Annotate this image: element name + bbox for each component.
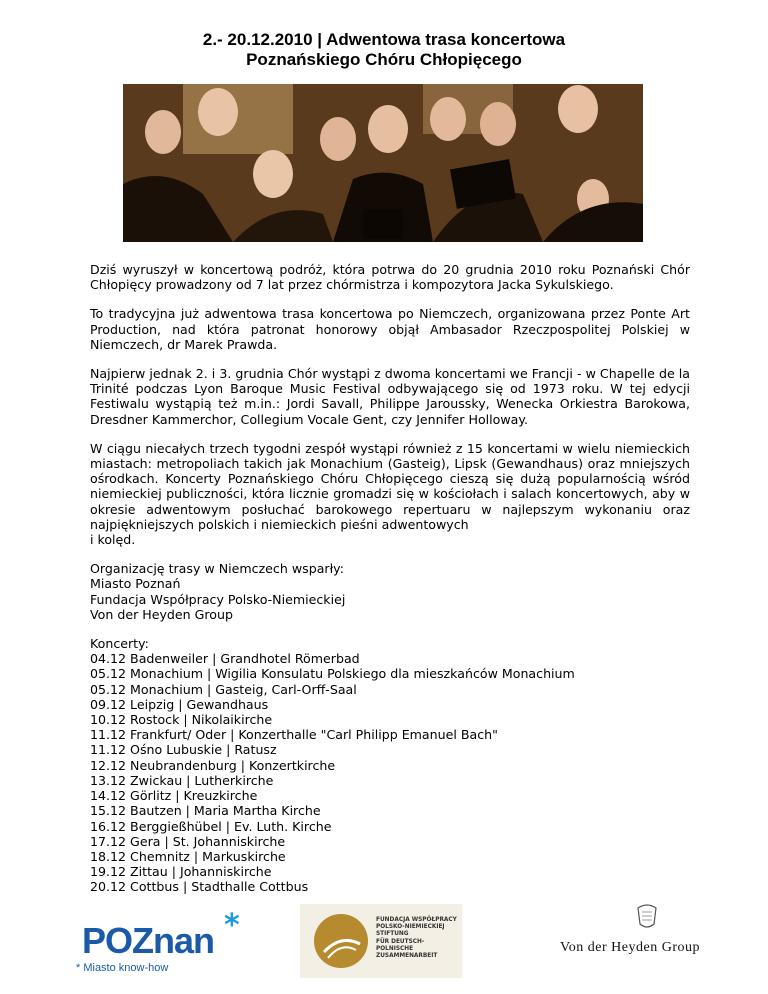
concert-item: 18.12 Chemnitz | Markuskirche	[90, 848, 286, 864]
concert-item: 10.12 Rostock | Nikolaikirche	[90, 712, 273, 728]
concert-item: 09.12 Leipzig | Gewandhaus	[90, 696, 269, 712]
choir-photo	[123, 84, 643, 242]
concert-item: 11.12 Frankfurt/ Oder | Konzerthalle "Carl Philipp Emanuel Bach"	[90, 727, 498, 743]
concert-item: 04.12 Badenweiler | Grandhotel Römerbad	[90, 651, 360, 667]
choir-photo-icon	[123, 84, 643, 242]
concert-item: 14.12 Görlitz | Kreuzkirche	[90, 788, 258, 804]
fundacja-line: FÜR DEUTSCH-POLNISCHE	[376, 938, 425, 952]
fundacja-line: STIFTUNG	[376, 931, 409, 938]
sponsor-item: Miasto Poznań	[90, 576, 181, 592]
concerts-heading: Koncerty:	[90, 636, 149, 652]
fundacja-logo-text	[376, 917, 460, 960]
sponsor-item: Von der Heyden Group	[90, 606, 233, 622]
poznan-logo	[72, 908, 262, 974]
fundacja-logo	[300, 904, 462, 978]
paragraph-3: Najpierw jednak 2. i 3. grudnia Chór wystąpi z dwoma koncertami we Francji - w Chapelle de la Trinité podczas Lyon Baroque Music Festival odbywającego się od 1973 roku. W tej edycji Festiwalu wystąpią też m.in.: Jordi Savall, Philippe Jaroussky, Wenecka Orkiestra Barokowa, Dresdner Kammerchor, Collegium Vocale Gent, czy Jennifer Holloway.	[90, 366, 690, 427]
fundacja-line: FUNDACJA WSPÓŁPRACY	[376, 917, 457, 923]
sponsors-block	[90, 561, 690, 622]
paragraph-4-last: i kolęd.	[90, 532, 136, 548]
fundacja-emblem-icon	[314, 914, 368, 968]
title-line-1: 2.- 20.12.2010 | Adwentowa trasa koncertowa	[202, 30, 566, 49]
concert-item: 20.12 Cottbus | Stadthalle Cottbus	[90, 879, 309, 895]
poznan-logo-word: POZnan	[82, 920, 215, 961]
concert-item: 19.12 Zittau | Johanniskirche	[90, 864, 272, 880]
concert-item: 05.12 Monachium | Gasteig, Carl-Orff-Saal	[90, 681, 357, 697]
concert-item: 15.12 Bautzen | Maria Martha Kirche	[90, 803, 321, 819]
title-line-2: Poznańskiego Chóru Chłopięcego	[246, 50, 522, 69]
paragraph-4	[90, 441, 690, 547]
fundacja-line: POLSKO-NIEMIECKIEJ	[376, 924, 445, 931]
concert-item: 11.12 Ośno Lubuskie | Ratusz	[90, 742, 277, 758]
poznan-tagline: * Miasto know-how	[76, 962, 169, 974]
sponsors-heading: Organizację trasy w Niemczech wsparły:	[90, 561, 344, 577]
paragraph-1: Dziś wyruszył w koncertową podróż, która potrwa do 20 grudnia 2010 roku Poznański Chór Chłopięcy prowadzony od 7 lat przez chórmistrza i kompozytora Jacka Sykulskiego.	[90, 262, 690, 293]
concert-item: 05.12 Monachium | Wigilia Konsulatu Polskiego dla mieszkańców Monachium	[90, 666, 575, 682]
sponsor-logos	[0, 900, 768, 994]
concerts-block	[90, 636, 690, 894]
article-body	[90, 262, 690, 909]
sponsor-item: Fundacja Współpracy Polsko-Niemieckiej	[90, 591, 346, 607]
crest-icon	[634, 902, 660, 932]
asterisk-icon: *	[224, 908, 240, 943]
heyden-logo: Von der Heyden Group	[560, 940, 700, 955]
concert-item: 12.12 Neubrandenburg | Konzertkirche	[90, 757, 336, 773]
concert-item: 17.12 Gera | St. Johanniskirche	[90, 833, 286, 849]
paragraph-2: To tradycyjna już adwentowa trasa koncertowa po Niemczech, organizowana przez Ponte Art Production, nad która patronat honorowy objął Ambasador Rzeczpospolitej Polskiej w Niemczech, dr Marek Prawda.	[90, 306, 690, 352]
page-title	[0, 30, 768, 70]
fundacja-line: ZUSAMMENARBEIT	[376, 953, 438, 960]
paragraph-4-text: W ciągu niecałych trzech tygodni zespół wystąpi również z 15 koncertami w wielu niemieckich miastach: metropoliach takich jak Monachium (Gasteig), Lipsk (Gewandhaus) oraz mniejszych ośrodkach. Koncerty Poznańskiego Chóru Chłopięcego cieszą się dużą popularnością wśród niemieckiej publiczności, która licznie gromadzi się w kościołach i salach koncertowych, aby w okresie adwentowym posłuchać barokowego repertuaru w najlepszym wykonaniu oraz najpiękniejszych polskich i niemieckich pieśni adwentowych	[90, 440, 690, 532]
concert-item: 16.12 Berggießhübel | Ev. Luth. Kirche	[90, 818, 332, 834]
concert-item: 13.12 Zwickau | Lutherkirche	[90, 772, 274, 788]
